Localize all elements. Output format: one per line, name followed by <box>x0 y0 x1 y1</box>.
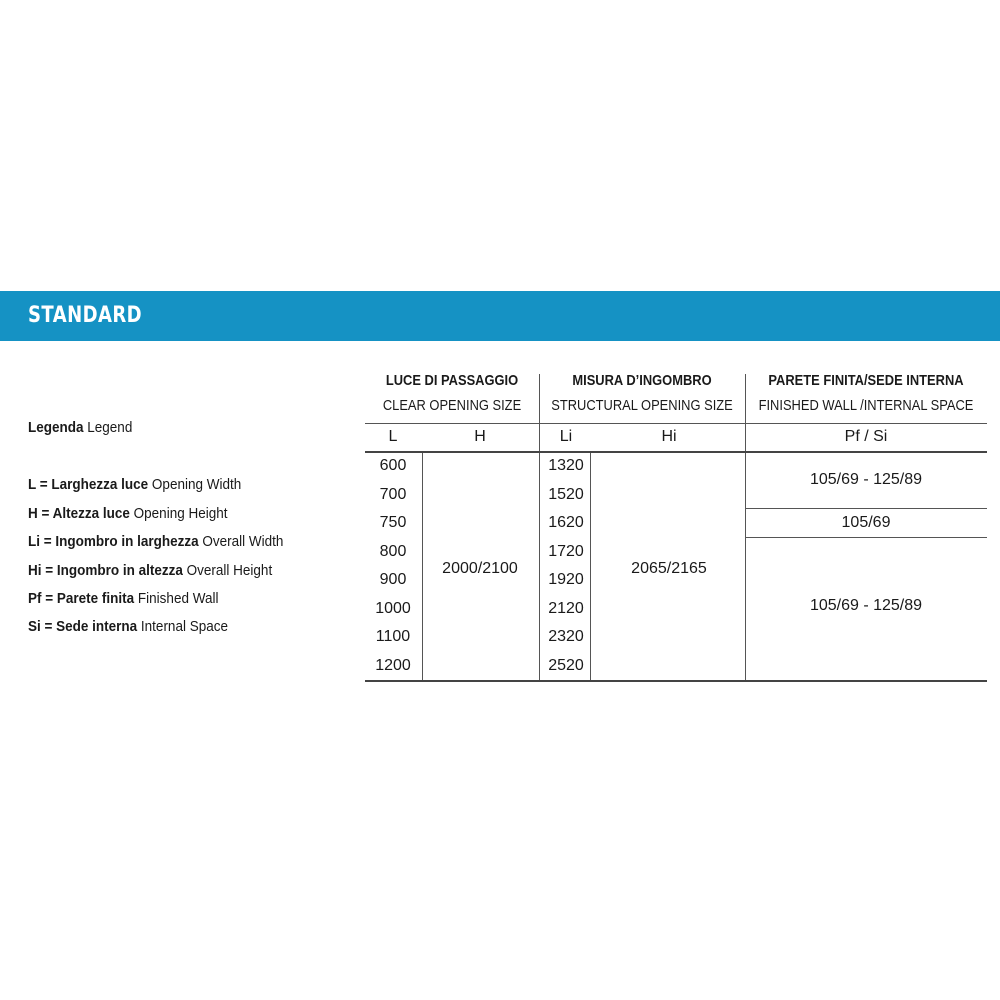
cell-li: 1620 <box>548 514 584 531</box>
group-header-it: PARETE FINITA/SEDE INTERNA <box>768 372 964 389</box>
legend-desc: Finished Wall <box>137 590 219 607</box>
column-header-h: H <box>474 428 486 445</box>
cell-li: 2520 <box>548 657 584 674</box>
legend-desc: Internal Space <box>140 618 228 635</box>
cell-l: 600 <box>379 457 407 474</box>
row-rule <box>745 537 987 538</box>
cell-hi: 2065/2165 <box>631 560 707 577</box>
cell-l: 800 <box>379 543 407 560</box>
legend-item <box>28 476 241 493</box>
column-header-li: Li <box>559 428 573 445</box>
legend-key: H = Altezza luce <box>28 505 130 522</box>
column-divider <box>422 453 423 680</box>
legend-key: L = Larghezza luce <box>28 476 149 493</box>
cell-li: 2120 <box>548 600 584 617</box>
legend-item <box>28 590 218 607</box>
cell-pf-si: 105/69 <box>841 514 891 531</box>
legend-desc: Opening Height <box>133 505 228 522</box>
column-header-hi: Hi <box>661 428 677 445</box>
group-divider <box>745 374 746 681</box>
group-header-en: CLEAR OPENING SIZE <box>382 397 522 414</box>
bottom-rule <box>365 680 987 682</box>
group-divider <box>539 374 540 681</box>
cell-l: 700 <box>379 486 407 503</box>
group-header-en: FINISHED WALL /INTERNAL SPACE <box>758 397 974 414</box>
legend-desc: Overall Height <box>186 562 273 579</box>
row-rule <box>745 508 987 509</box>
cell-pf-si: 105/69 - 125/89 <box>809 597 923 614</box>
cell-pf-si: 105/69 - 125/89 <box>809 471 923 488</box>
cell-l: 750 <box>379 514 407 531</box>
header-rule-thick <box>365 451 987 453</box>
section-banner <box>0 291 1000 341</box>
cell-li: 1720 <box>548 543 584 560</box>
legend-item <box>28 505 227 522</box>
cell-li: 1520 <box>548 486 584 503</box>
legend-item <box>28 533 283 550</box>
group-header-en: STRUCTURAL OPENING SIZE <box>551 397 733 414</box>
legend-desc: Opening Width <box>151 476 242 493</box>
cell-l: 1100 <box>375 628 411 645</box>
legend-title <box>28 419 132 436</box>
legend-title-it: Legenda <box>28 419 84 436</box>
legend-desc: Overall Width <box>202 533 284 550</box>
legend-title-en: Legend <box>87 419 133 436</box>
header-rule <box>365 423 987 424</box>
legend-item <box>28 562 272 579</box>
cell-li: 2320 <box>548 628 584 645</box>
legend-key: Pf = Parete finita <box>28 590 135 607</box>
cell-h: 2000/2100 <box>442 560 518 577</box>
column-header-pf-si: Pf / Si <box>844 428 888 445</box>
cell-li: 1320 <box>548 457 584 474</box>
column-header-l: L <box>388 428 398 445</box>
column-divider <box>590 453 591 680</box>
section-title: STANDARD <box>28 303 143 328</box>
legend-key: Li = Ingombro in larghezza <box>28 533 199 550</box>
group-header-it: MISURA D’INGOMBRO <box>572 372 712 389</box>
cell-li: 1920 <box>548 571 584 588</box>
cell-l: 900 <box>379 571 407 588</box>
cell-l: 1200 <box>375 657 411 674</box>
legend-key: Hi = Ingombro in altezza <box>28 562 183 579</box>
cell-l: 1000 <box>375 600 411 617</box>
group-header-it: LUCE DI PASSAGGIO <box>385 372 519 389</box>
legend-item <box>28 618 228 635</box>
legend-key: Si = Sede interna <box>28 618 138 635</box>
